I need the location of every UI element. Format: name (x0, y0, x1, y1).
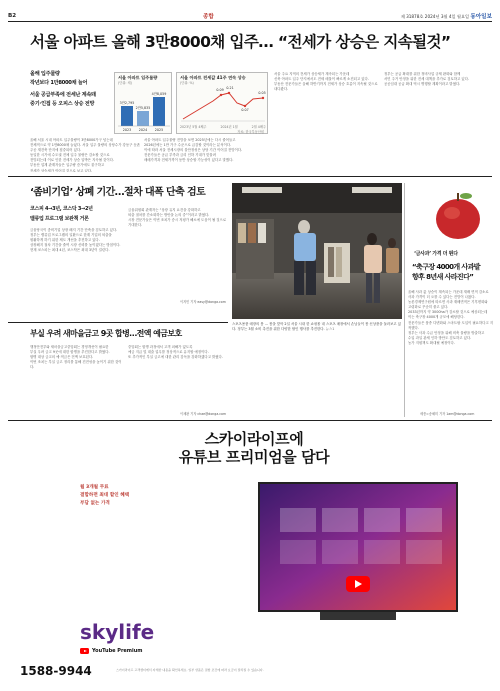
apple-byline: 세종=송혜미 기자 1am@donga.com (420, 412, 475, 416)
subhead-line-4: 중기·인접 등 오피스 상승 전망 (30, 100, 95, 107)
apple-headline (412, 262, 480, 282)
chart-left-unit: (단위: 채) (118, 81, 132, 85)
apple-kicker: ‘금사과’ 가격 더 뛴다 (414, 251, 458, 257)
ad-promo-line-2: 결합하면 최대 할인 혜택 (80, 493, 130, 498)
ad-promo (80, 484, 200, 508)
chart-right-title: 서울 아파트 전세값 41주 연속 상승 (180, 75, 246, 80)
zombie-headline: ‘좀비기업’ 상폐 기간…절차 대폭 단축 검토 (30, 187, 206, 198)
ad-tv-graphic (260, 484, 456, 610)
paper-name: 동아일보 (470, 14, 492, 20)
point-label-1: 0.09 (216, 88, 224, 92)
issue-number: 제 31878호 (400, 14, 424, 19)
bar-2025 (153, 97, 165, 126)
ad-promo-line-1: 월 3개월 무료 (80, 485, 109, 490)
loan-body-col1: 행정안전부와 새마을금고중앙회는 경영개선이 필요한 부실 우려 금고 9곳에 대한 합병을 추진한다고 밝혔다. 합병 대상 금고의 예·적금은 전액 보호된다. 이번 조치는 부실 금고 정리를 통해 건전성을 높이기 위한 것이다. (30, 345, 122, 370)
photo-caption-text: 스포츠용품 매장의 봄 … 봄을 맞아 2일 서울 시내 한 쇼핑몰 내 스포츠 매장에서 손님들이 봄 신상품을 둘러보고 있다. 정부는 3월 소비 촉진을 위한 다양한 할인 행사를 추진한다. (232, 322, 402, 331)
zombie-body-col2: 금융위원회 관계자는 “상장 유지 요건을 강화하고 퇴출 절차를 간소화하는 방안을 논의 중”이라고 밝혔다. 시장 전문가들은 이번 조치가 증시 저평가 해소에 도움이 될 것으로 기대한다. (128, 208, 227, 228)
xlabel-3: 2월 4째주 (251, 125, 266, 129)
bar-label-2025: 4만8,059 (151, 92, 167, 96)
subhead-line-1: 올해 입주물량 (30, 71, 60, 77)
tick-2024: 2024 (138, 128, 148, 132)
masthead-rule (8, 21, 492, 22)
chart-right-source: 자료: 한국부동산원 (237, 130, 264, 134)
ad-headline-1: 스카이라이프에 (204, 430, 304, 448)
issue-info (401, 12, 492, 20)
store-photo (232, 183, 402, 319)
ad-tv-screen (258, 482, 458, 612)
top-body-col3: 서울 주요 지역의 전세가 상승세가 계속되는 가운데 신축 아파트 입주 단지에서도 전세 매물이 빠르게 소진되고 있다. 부동산 전문가들은 올해 하반기까지 전세가 상승 흐름이 지속될 것으로 내다봤다. (274, 72, 378, 92)
xlabel-2: 2024년 1월 (220, 125, 238, 129)
ad-top-rule (8, 420, 492, 421)
photo-caption (232, 322, 402, 336)
chart-move-in-volume (114, 72, 172, 134)
ad-youtube-lockup (80, 648, 143, 654)
photo-credit: 뉴스1 (325, 326, 335, 331)
apple-headline-line1: “축구장 4000개 사과밭 (412, 263, 480, 271)
page-number: B2 (8, 13, 17, 19)
zombie-byline: 이지민 기자 easy@donga.com (180, 300, 226, 304)
apple-photo (408, 183, 492, 243)
ad-promo-line-3: 부담 없는 가격 (80, 501, 110, 506)
top-body-col1: 올해 서울 시내 아파트 입주물량이 3만8000가구 넘는데 전체적으로 약 1만8000채 늘었다. 서울 입주 물량의 상당수가 강동구 둔촌주공 재건축 단지에 집중되어 있다. 동일한 시기에 수도권 전체 입주 물량은 감소할 것으로 전망되는데 이로 인한 전세가 상승 압박은 지속될 것이다. 부동산 업계 관계자들은 입주량 증가에도 불구하고 전세가 상승세가 이어질 것으로 보고 있다. (30, 138, 140, 172)
subhead-line-3: 서울 공급부족에 전세난 계속돼 (30, 92, 96, 98)
zombie-subhead-2: 밸류업 프로그램 보완책 거론 (30, 216, 89, 222)
issue-date: 2024년 3월 4일 월요일 (424, 14, 470, 19)
store-photo-svg (232, 183, 402, 319)
ad-partner: YouTube Premium (92, 648, 143, 654)
tick-2025: 2025 (154, 128, 164, 132)
apple-body: 올해 사과 값 상승이 계속되는 가운데 재배 면적 감소로 사과 가격이 더 오를 수 있다는 전망이 나왔다. 농촌경제연구원에 따르면 사과 재배면적은 기후변화와 고령화로 꾸준히 줄고 있다. 2033년까지 약 3000ha가 감소할 것으로 예상되는데 이는 축구장 4000개 규모에 해당한다. 전문가들은 품종 다변화와 스마트팜 도입이 필요하다고 지적했다. 정부는 사과 수급 안정을 위해 비축 물량을 방출하고 수입 과일 관세 인하 방안도 검토하고 있다. 농가 지원책도 확대될 예정이다. (408, 290, 494, 345)
ad-phone: 1588-9944 (20, 664, 92, 678)
section-name: 종합 (203, 14, 214, 20)
point-label-2: 0.21 (226, 86, 234, 90)
youtube-icon (80, 648, 89, 654)
apple-icon (408, 183, 492, 243)
top-headline: 서울 아파트 올해 3만8000채 입주… “전세가 상승은 지속될것” (30, 33, 451, 51)
loan-body-col2: 중앙회는 합병 과정에서 고객 피해가 없도록 예금 지급 및 대출 업무를 정상적으로 유지할 예정이다. 또 추가적인 부실 금고에 대한 관리 감독을 강화하겠다고 밝혔다. (128, 345, 223, 360)
subhead-line-2: 작년보다 1만8000채 늘어 (30, 79, 88, 86)
ad-brand: skylife (80, 620, 155, 644)
apple-headline-line2: 향후 8년새 사라진다” (412, 273, 474, 281)
ad-fine-print: 스카이라이프 고객센터에서 자세한 내용을 확인하세요. 일부 상품은 결합 조건에 따라 요금이 달라질 수 있습니다. (116, 668, 264, 672)
ad-tv-stand (320, 612, 396, 620)
loan-section-rule (8, 322, 228, 323)
line-series (183, 93, 263, 119)
skylife-ad (20, 424, 488, 686)
chart-left-title: 서울 아파트 입주물량 (118, 75, 158, 80)
point-label-4: 0.05 (258, 91, 266, 95)
bar-2024 (137, 111, 149, 126)
chart-right-unit: (단위: %) (180, 81, 194, 85)
ad-headline-2: 유튜브 프리미엄을 담다 (178, 448, 330, 466)
apple-column-rule (404, 183, 405, 417)
bar-2023 (121, 106, 133, 126)
top-body-col4: 정부는 공급 확대를 위한 정비사업 규제 완화와 함께 서민 주거 안정을 위한 전세 대책을 추가로 검토하고 있다. 공공임대 공급 확대 역시 병행할 계획이라고 밝혔다. (384, 72, 470, 87)
point-label-3: 0.07 (241, 108, 249, 112)
masthead (8, 12, 492, 20)
top-subheads (30, 70, 110, 108)
top-body-col2: 서울 아파트 입주물량 전망을 보면 2025년에는 다시 줄어들고 2026년에는 1만 가구 수준으로 급감할 것이라는 분석이다. 이에 따라 서울 전세시장의 불안정성은 상당 기간 이어질 전망이다. 전문가들은 공급 부족과 금리 인하 기대가 맞물려 매매가격과 전세가격이 동반 상승할 가능성이 있다고 말했다. (144, 138, 243, 163)
zombie-subhead: 코스피 4→3년, 코스닥 3→2년 (30, 206, 93, 212)
loan-byline: 이채완 기자 chae@donga.com (180, 412, 227, 416)
top-section-rule (8, 176, 492, 177)
bar-label-2023: 3만2,795 (119, 101, 135, 105)
bar-label-2024: 2만5,835 (135, 106, 151, 110)
chart-jeonse-price (176, 72, 268, 134)
loan-headline: 부실 우려 새마을금고 9곳 합병…전액 예금보호 (30, 329, 182, 338)
xlabel-1: 2023년 5월 4째주 (180, 125, 207, 129)
zombie-body-col1: 금융당국이 좀비기업 상장 폐지 기간 단축을 검토하고 있다. 정부는 밸류업 프로그램의 일환으로 한계 기업의 퇴출을 원활하게 하기 위한 제도 개선을 추진하고 있다. 상장폐지 절차 기간을 줄여 시장 신뢰를 높이겠다는 방침이다. 현재 코스피는 최대 4년, 코스닥은 최대 3년이 걸린다. (30, 228, 121, 253)
tick-2023: 2023 (122, 128, 132, 132)
